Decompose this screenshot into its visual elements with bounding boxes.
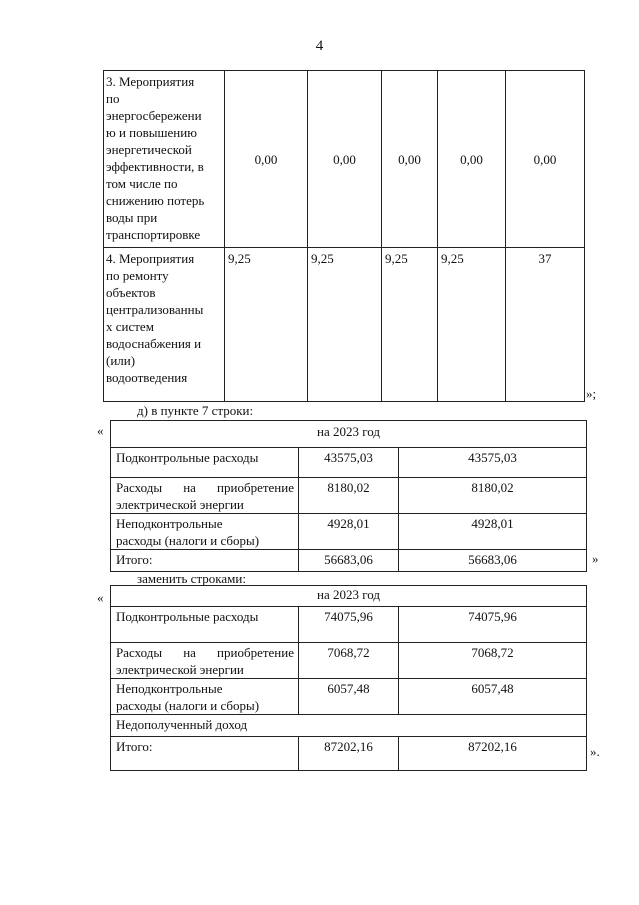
row-label: Неподконтрольные	[116, 681, 223, 696]
row-label-line2: расходы (налоги и сборы)	[116, 698, 260, 713]
measure-name-line: энергетической	[106, 142, 192, 157]
value-cell: 43575,03	[399, 448, 587, 478]
row-label: Итого:	[116, 739, 153, 754]
table-row	[111, 715, 587, 737]
table-row	[111, 514, 587, 550]
table-row	[111, 643, 587, 679]
value-cell: 4928,01	[399, 514, 587, 550]
row-label: Расходы на приобретение	[116, 480, 294, 495]
value-cell: 4928,01	[299, 514, 399, 550]
value-cell: 7068,72	[399, 643, 587, 679]
measure-name-line: воды при	[106, 210, 158, 225]
value-cell: 56683,06	[299, 550, 399, 572]
table-header-cell: на 2023 год	[111, 586, 587, 607]
table-row	[111, 737, 587, 771]
row-label-line2: расходы (налоги и сборы)	[116, 533, 260, 548]
section-d-heading: д) в пункте 7 строки:	[137, 403, 254, 418]
measure-name-line: энергосбережени	[106, 108, 202, 123]
quote-open: «	[97, 423, 104, 438]
table-row	[111, 448, 587, 478]
row-label: Итого:	[116, 552, 153, 567]
measure-name-line: транспортировке	[106, 227, 201, 242]
value-cell: 6057,48	[399, 679, 587, 715]
value-cell: 0,00	[225, 71, 308, 248]
value-cell: 37	[506, 248, 585, 402]
old-rows-table	[110, 420, 587, 572]
value-cell: 0,00	[438, 71, 506, 248]
table-row	[104, 71, 585, 248]
row-label-cell	[111, 550, 299, 572]
table3-closing-quote: ».	[590, 744, 600, 759]
table-row	[111, 679, 587, 715]
measure-name-line: том числе по	[106, 176, 178, 191]
value-cell: 9,25	[225, 248, 308, 402]
quote-open: «	[97, 590, 104, 605]
value-cell: 9,25	[438, 248, 506, 402]
value-cell: 43575,03	[299, 448, 399, 478]
measure-name-line: водоотведения	[106, 370, 188, 385]
measure-name-line: 3. Мероприятия	[106, 74, 195, 89]
measure-name-line: х систем	[106, 319, 154, 334]
value-cell: 6057,48	[299, 679, 399, 715]
row-label-cell	[111, 737, 299, 771]
row-label: Подконтрольные расходы	[116, 609, 259, 624]
measure-name-line: водоснабжения и	[106, 336, 202, 351]
row-label-cell	[111, 679, 299, 715]
table1-closing-quote: »;	[586, 386, 597, 401]
value-cell: 56683,06	[399, 550, 587, 572]
row-label-line2: электрической энергии	[116, 497, 244, 512]
table-row	[111, 607, 587, 643]
table-row	[111, 478, 587, 514]
value-cell: 0,00	[382, 71, 438, 248]
value-cell: 7068,72	[299, 643, 399, 679]
row-label-cell	[111, 607, 299, 643]
table2-closing-quote: »	[592, 551, 599, 566]
table-row	[111, 586, 587, 607]
value-cell: 87202,16	[299, 737, 399, 771]
measure-name-line: (или)	[106, 353, 136, 368]
measure-name-line: по	[106, 91, 120, 106]
value-cell: 74075,96	[399, 607, 587, 643]
replace-heading: заменить строками:	[137, 571, 246, 586]
measure-name-line: объектов	[106, 285, 156, 300]
page-number: 4	[315, 38, 324, 54]
row-label-line2: электрической энергии	[116, 662, 244, 677]
value-cell: 0,00	[308, 71, 382, 248]
measure-name-line: ю и повышению	[106, 125, 197, 140]
row-label: Подконтрольные расходы	[116, 450, 259, 465]
measures-table	[103, 70, 585, 402]
measure-name-line: снижению потерь	[106, 193, 205, 208]
measure-name-line: эффективности, в	[106, 159, 204, 174]
row-label-cell	[111, 478, 299, 514]
table-row	[111, 550, 587, 572]
value-cell: 74075,96	[299, 607, 399, 643]
table-header-cell: на 2023 год	[111, 421, 587, 448]
row-label: Расходы на приобретение	[116, 645, 294, 660]
value-cell: 9,25	[308, 248, 382, 402]
new-rows-table	[110, 585, 587, 771]
row-label-cell	[111, 715, 587, 737]
measure-name-line: 4. Мероприятия	[106, 251, 195, 266]
measure-name-line: по ремонту	[106, 268, 169, 283]
measure-name-cell	[104, 71, 225, 248]
value-cell: 87202,16	[399, 737, 587, 771]
row-label: Недополученный доход	[116, 717, 248, 732]
row-label: Неподконтрольные	[116, 516, 223, 531]
row-label-cell	[111, 448, 299, 478]
measure-name-cell	[104, 248, 225, 402]
measure-name-line: централизованны	[106, 302, 204, 317]
table-row	[111, 421, 587, 448]
value-cell: 9,25	[382, 248, 438, 402]
row-label-cell	[111, 643, 299, 679]
table-row	[104, 248, 585, 402]
row-label-cell	[111, 514, 299, 550]
value-cell: 8180,02	[399, 478, 587, 514]
value-cell: 8180,02	[299, 478, 399, 514]
value-cell: 0,00	[506, 71, 585, 248]
